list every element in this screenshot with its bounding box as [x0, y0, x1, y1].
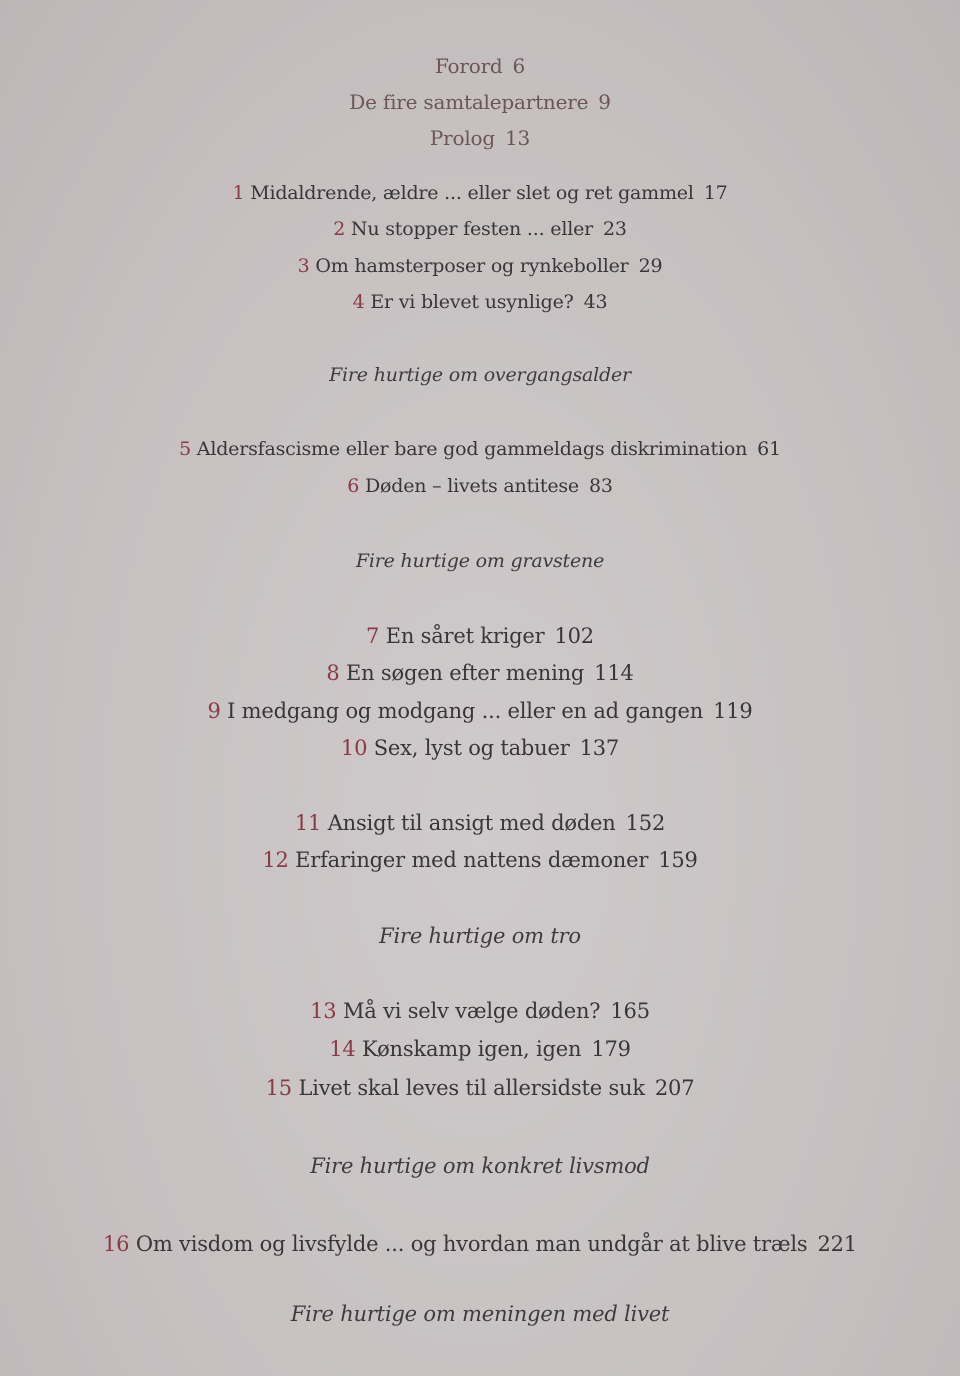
chapter-number: 14	[329, 1037, 356, 1061]
chapter-page: 102	[554, 624, 594, 648]
toc-chapter-8	[0, 661, 960, 685]
toc-chapter-2	[0, 218, 960, 240]
toc-chapter-7	[0, 624, 960, 648]
chapter-number: 10	[340, 736, 368, 760]
toc-entry-title: De fire samtalepartnere	[349, 90, 589, 114]
toc-entry-forord	[0, 54, 960, 78]
toc-entry-samtalepartnere	[0, 90, 960, 114]
chapter-page: 83	[588, 475, 613, 497]
toc-chapter-14	[0, 1037, 960, 1061]
chapter-page: 114	[594, 661, 634, 685]
chapter-title: Om hamsterposer og rynkeboller	[315, 255, 629, 277]
toc-chapter-12	[0, 848, 960, 872]
chapter-page: 221	[817, 1232, 857, 1256]
chapter-page: 17	[703, 182, 728, 204]
chapter-number: 4	[352, 291, 365, 313]
chapter-title: Sex, lyst og tabuer	[373, 736, 570, 760]
chapter-page: 152	[625, 811, 666, 835]
chapter-page: 43	[583, 291, 608, 313]
chapter-title: Må vi selv vælge døden?	[342, 999, 601, 1023]
toc-entry-page: 9	[598, 90, 611, 114]
chapter-number: 6	[347, 475, 360, 497]
toc-interlude-gravstene: Fire hurtige om gravstene	[355, 550, 605, 572]
toc-interlude-overgangsalder: Fire hurtige om overgangsalder	[329, 364, 631, 386]
toc-chapter-1	[0, 182, 960, 204]
chapter-number: 7	[366, 624, 380, 648]
chapter-page: 29	[638, 255, 663, 277]
chapter-number: 8	[326, 661, 340, 685]
chapter-number: 13	[310, 999, 337, 1023]
chapter-page: 137	[579, 736, 620, 760]
chapter-page: 207	[654, 1076, 695, 1100]
toc-chapter-4	[0, 291, 960, 313]
chapter-title: Aldersfascisme eller bare god gammeldags diskrimination	[196, 438, 748, 460]
chapter-number: 11	[294, 811, 322, 835]
toc-chapter-9	[0, 699, 960, 723]
toc-chapter-6	[0, 475, 960, 497]
chapter-number: 15	[265, 1076, 292, 1100]
toc-chapter-10	[0, 736, 960, 760]
chapter-number: 3	[297, 255, 310, 277]
chapter-title: En søgen efter mening	[346, 661, 585, 685]
chapter-title: Livet skal leves til allersidste suk	[298, 1076, 645, 1100]
chapter-page: 179	[591, 1037, 631, 1061]
chapter-page: 159	[658, 848, 698, 872]
toc-entry-title: Prolog	[429, 126, 496, 150]
chapter-title: Ansigt til ansigt med døden	[327, 811, 616, 835]
chapter-page: 119	[713, 699, 753, 723]
chapter-title: Er vi blevet usynlige?	[370, 291, 574, 313]
chapter-page: 23	[603, 218, 627, 240]
chapter-page: 165	[610, 999, 650, 1023]
toc-chapter-3	[0, 255, 960, 277]
toc-interlude-meningen: Fire hurtige om meningen med livet	[290, 1302, 670, 1326]
chapter-number: 1	[232, 182, 245, 204]
chapter-title: Døden – livets antitese	[364, 475, 579, 497]
chapter-title: Midaldrende, ældre ... eller slet og ret gammel	[250, 182, 694, 204]
toc-chapter-15	[0, 1076, 960, 1100]
toc-chapter-16	[0, 1232, 960, 1256]
toc-chapter-5	[0, 438, 960, 460]
chapter-title: Om visdom og livsfylde ... og hvordan man undgår at blive træls	[135, 1232, 808, 1256]
toc-chapter-11	[0, 811, 960, 835]
chapter-page: 61	[757, 438, 781, 460]
toc-entry-page: 6	[512, 54, 526, 78]
toc-interlude-livsmod: Fire hurtige om konkret livsmod	[310, 1154, 650, 1178]
toc-entry-prolog	[0, 126, 960, 150]
chapter-number: 9	[207, 699, 221, 723]
toc-interlude-tro: Fire hurtige om tro	[379, 924, 581, 948]
toc-entry-page: 13	[505, 126, 531, 150]
chapter-title: Nu stopper festen ... eller	[350, 218, 594, 240]
chapter-title: Erfaringer med nattens dæmoner	[295, 848, 649, 872]
chapter-number: 2	[333, 218, 346, 240]
chapter-title: I medgang og modgang ... eller en ad gangen	[227, 699, 704, 723]
chapter-title: Kønskamp igen, igen	[362, 1037, 582, 1061]
toc-chapter-13	[0, 999, 960, 1023]
chapter-number: 12	[262, 848, 289, 872]
chapter-number: 5	[179, 438, 191, 460]
chapter-number: 16	[103, 1232, 130, 1256]
toc-entry-title: Forord	[434, 54, 503, 78]
chapter-title: En såret kriger	[385, 624, 545, 648]
